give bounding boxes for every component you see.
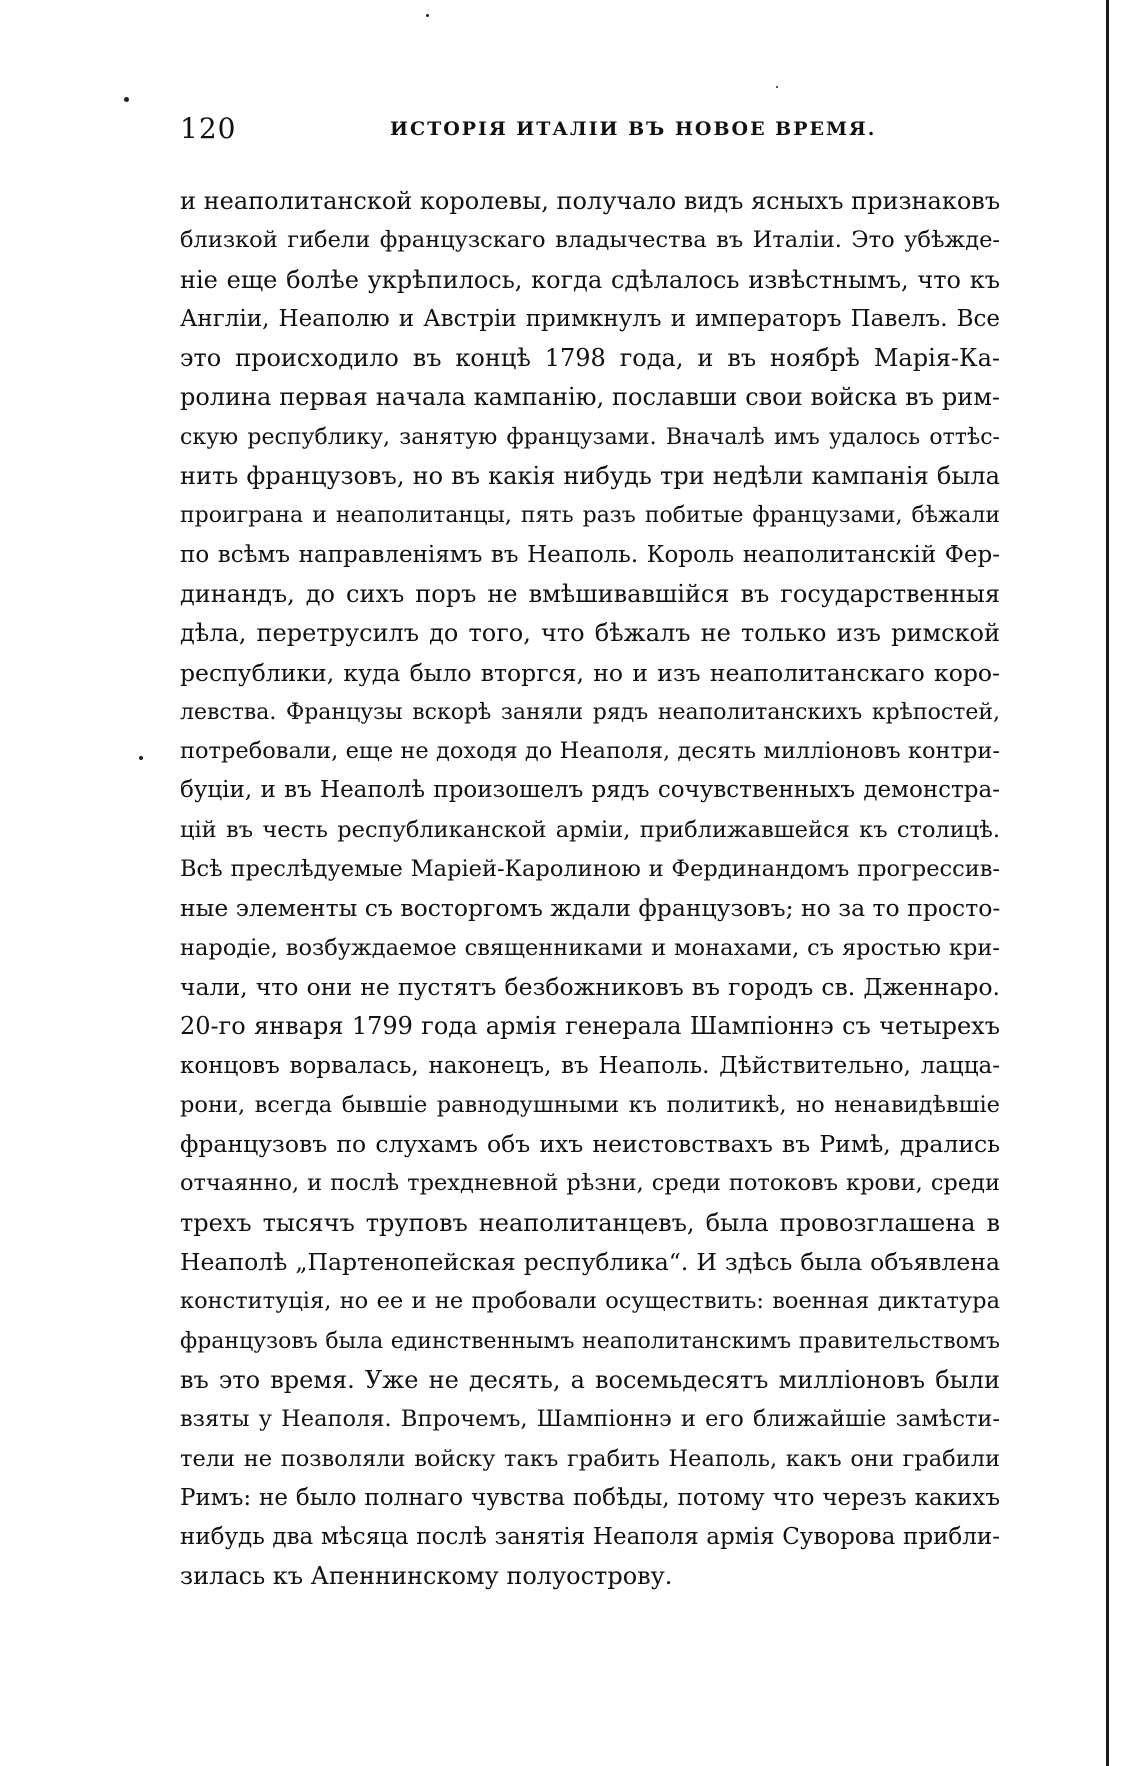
text-line: зилась къ Апеннинскому полуострову.: [180, 1562, 673, 1591]
text-line: Неаполѣ „Партенопейская республика“. И здѣсь была объявлена: [180, 1248, 1000, 1277]
text-line: нить французовъ, но въ какія нибудь три недѣли кампанія была: [180, 462, 1000, 491]
scan-speck: [139, 756, 143, 760]
text-line: потребовали, еще не доходя до Неаполя, десять милліоновъ контри-: [180, 738, 1000, 765]
text-line: цій въ честь республиканской арміи, приближавшейся къ столицѣ.: [180, 816, 1000, 843]
text-line: близкой гибели французскаго владычества въ Италіи. Это убѣжде-: [180, 227, 1000, 254]
text-line: ные элементы съ восторгомъ ждали французовъ; но за то просто-: [180, 894, 1000, 923]
text-line: концовъ ворвалась, наконецъ, въ Неаполь. Дѣйствительно, лацца-: [180, 1052, 1000, 1079]
text-line: взяты у Неаполя. Впрочемъ, Шампіоннэ и его ближайшіе замѣсти-: [180, 1406, 1000, 1433]
text-line: скую республику, занятую французами. Вначалѣ имъ удалось оттѣс-: [180, 424, 1000, 450]
text-line: левства. Французы вскорѣ заняли рядъ неаполитанскихъ крѣпостей,: [180, 699, 1000, 725]
scan-speck: [426, 14, 429, 17]
text-line: буціи, и въ Неаполѣ произошелъ рядъ сочувственныхъ демонстра-: [180, 777, 1000, 804]
text-line: проиграна и неаполитанцы, пять разъ побитые французами, бѣжали: [180, 503, 1000, 529]
text-line: народіе, возбуждаемое священниками и монахами, съ яростью кри-: [180, 934, 1000, 961]
text-line: чали, что они не пустятъ безбожниковъ въ городъ св. Дженнаро.: [180, 972, 1000, 1001]
text-line: нибудь два мѣсяца послѣ занятія Неаполя армія Суворова прибли-: [180, 1524, 1000, 1551]
body-text: [180, 182, 1000, 1597]
text-line: французовъ по слухамъ объ ихъ неистовствахъ въ Римѣ, дрались: [180, 1130, 1000, 1159]
text-line: Римъ: не было полнаго чувства побѣды, потому что черезъ какихъ: [180, 1484, 1000, 1511]
text-line: въ это время. Уже не десять, а восемьдесятъ милліоновъ были: [180, 1365, 1000, 1394]
text-line: это происходило въ концѣ 1798 года, и въ ноябрѣ Марія-Ка-: [180, 344, 1000, 373]
text-line: дѣла, перетрусилъ до того, что бѣжалъ не только изъ римской: [180, 619, 1000, 648]
text-line: ніе еще болѣе укрѣпилось, когда сдѣлалось извѣстнымъ, что къ: [180, 265, 1000, 294]
page-edge-shadow: [1106, 0, 1109, 1766]
text-line: республики, куда было вторгся, но и изъ неаполитанскаго коро-: [180, 658, 1000, 687]
text-line: по всѣмъ направленіямъ въ Неаполь. Король неаполитанскій Фер-: [180, 541, 1000, 568]
text-line: французовъ была единственнымъ неаполитанскимъ правительствомъ: [180, 1328, 1000, 1354]
text-line: Всѣ преслѣдуемые Маріей-Каролиною и Фердинандомъ прогрессив-: [180, 856, 1000, 883]
text-line: отчаянно, и послѣ трехдневной рѣзни, среди потоковъ крови, среди: [180, 1170, 1000, 1197]
text-line: конституція, но ее и не пробовали осуществить: военная диктатура: [180, 1288, 1000, 1315]
page-header: [180, 112, 1000, 152]
text-line: тели не позволяли войску такъ грабить Неаполь, какъ они грабили: [180, 1445, 1000, 1472]
text-line: динандъ, до сихъ поръ не вмѣшивавшійся въ государственныя: [180, 579, 1000, 608]
text-line: трехъ тысячъ труповъ неаполитанцевъ, была провозглашена в: [180, 1208, 1000, 1237]
text-line: 20-го января 1799 года армія генерала Шампіоннэ съ четырехъ: [180, 1012, 1000, 1041]
running-title: ИСТОРІЯ ИТАЛІИ ВЪ НОВОЕ ВРЕМЯ.: [390, 118, 877, 140]
scan-speck: [776, 86, 778, 88]
text-line: ролина первая начала кампанію, пославши свои войска въ рим-: [180, 383, 1000, 412]
text-line: Англіи, Неаполю и Австріи примкнулъ и императоръ Павелъ. Все: [180, 305, 1000, 332]
scan-speck: [124, 97, 129, 102]
text-line: и неаполитанской королевы, получало видъ ясныхъ признаковъ: [180, 187, 1000, 215]
page-number: 120: [180, 112, 237, 145]
text-line: рони, всегда бывшіе равнодушными къ политикѣ, но ненавидѣвшіе: [180, 1091, 1000, 1118]
